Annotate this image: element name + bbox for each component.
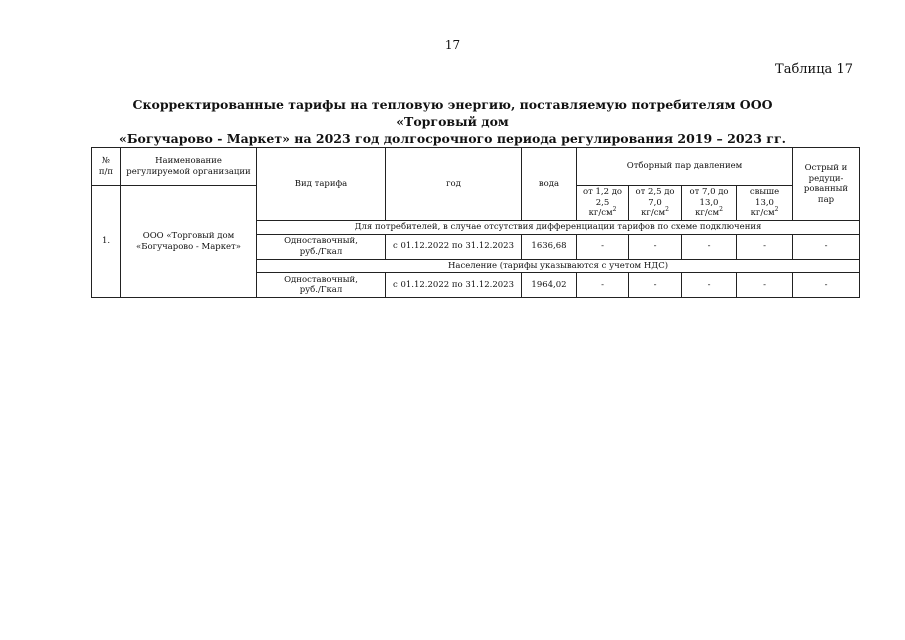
header-sharp-line-4: пар — [817, 194, 835, 205]
header-year: год — [386, 148, 522, 221]
page-number: 17 — [444, 38, 461, 52]
sharp-value-2: - — [793, 273, 860, 298]
title-line-2: «Богучарово - Маркет» на 2023 год долгосрочного периода регулирования 2019 – 2023 гг. — [119, 131, 786, 146]
steam-col-1-unit-text: кг/см — [588, 208, 613, 219]
steam-col-4-unit — [739, 208, 790, 219]
water-value-2: 1964,02 — [522, 273, 577, 298]
steam-value-1-2: - — [629, 234, 682, 259]
header-sharp-line-2: редуци- — [808, 173, 844, 184]
steam-value-2-2: - — [629, 273, 682, 298]
header-water: вода — [522, 148, 577, 221]
header-number-abbrev: п/п — [98, 166, 114, 177]
tariff-kind-1-line-2: руб./Гкал — [299, 246, 343, 257]
period-cell-2: с 01.12.2022 по 31.12.2023 — [386, 273, 522, 298]
tariff-kind-cell-2 — [257, 273, 386, 298]
steam-col-4-line-2: 13,0 — [755, 197, 774, 208]
steam-col-3-unit-text: кг/см — [695, 208, 720, 219]
header-row-number — [92, 148, 121, 186]
title-line-1: Скорректированные тарифы на тепловую энергию, поставляемую потребителям ООО «Торговый дом — [132, 97, 773, 129]
steam-col-2-line-2: 7,0 — [648, 197, 662, 208]
period-cell-1: с 01.12.2022 по 31.12.2023 — [386, 234, 522, 259]
steam-col-1-unit — [579, 208, 626, 219]
steam-col-1-unit-exp: 2 — [612, 206, 617, 214]
sharp-value-1: - — [793, 234, 860, 259]
steam-col-4-line-1: свыше — [749, 187, 780, 198]
header-org-name: Наименование регулируемой организации — [121, 148, 257, 186]
steam-value-2-4: - — [737, 273, 793, 298]
header-steam-col-3 — [682, 186, 737, 221]
steam-col-1-line-1: от 1,2 до — [582, 187, 623, 198]
header-row-1 — [92, 148, 860, 186]
tariff-kind-cell-1 — [257, 234, 386, 259]
section-title-2: Население (тарифы указываются с учетом НДС) — [257, 259, 860, 273]
organization-cell: ООО «Торговый дом «Богучарово - Маркет» — [121, 186, 257, 298]
steam-col-3-unit — [684, 208, 734, 219]
document-title — [95, 96, 810, 147]
steam-value-1-4: - — [737, 234, 793, 259]
steam-col-3-line-1: от 7,0 до — [689, 187, 729, 198]
steam-value-2-1: - — [577, 273, 629, 298]
header-steam-group: Отборный пар давлением — [577, 148, 793, 186]
steam-col-2-line-1: от 2,5 до — [635, 187, 675, 198]
header-sharp-steam — [793, 148, 860, 221]
steam-value-2-3: - — [682, 273, 737, 298]
steam-value-1-1: - — [577, 234, 629, 259]
tariff-kind-2-line-1: Одноставочный, — [284, 274, 358, 285]
section-title-1: Для потребителей, в случае отсутствия дифференциации тарифов по схеме подключения — [257, 221, 860, 235]
header-steam-col-4 — [737, 186, 793, 221]
header-sharp-line-3: рованный — [803, 184, 849, 194]
steam-col-2-unit-exp: 2 — [665, 206, 669, 214]
header-steam-col-2 — [629, 186, 682, 221]
steam-col-3-unit-exp: 2 — [719, 206, 723, 214]
header-tariff-kind: Вид тарифа — [257, 148, 386, 221]
header-steam-col-1 — [577, 186, 629, 221]
header-sharp-line-1: Острый и — [804, 163, 848, 173]
tariff-kind-1-line-1: Одноставочный, — [284, 236, 358, 246]
tariff-kind-2-line-2: руб./Гкал — [299, 285, 343, 295]
steam-col-2-unit — [631, 208, 679, 219]
steam-col-2-unit-text: кг/см — [641, 208, 666, 219]
header-number-sign: № — [101, 156, 111, 166]
steam-col-4-unit-exp: 2 — [774, 206, 779, 214]
steam-col-3-line-2: 13,0 — [699, 197, 719, 208]
steam-value-1-3: - — [682, 234, 737, 259]
steam-col-4-unit-text: кг/см — [750, 208, 775, 219]
tariff-table — [91, 147, 860, 298]
row-number-cell: 1. — [92, 186, 121, 298]
table-caption: Таблица 17 — [775, 62, 853, 77]
steam-col-1-line-2: 2,5 — [595, 197, 610, 208]
water-value-1: 1636,68 — [522, 234, 577, 259]
